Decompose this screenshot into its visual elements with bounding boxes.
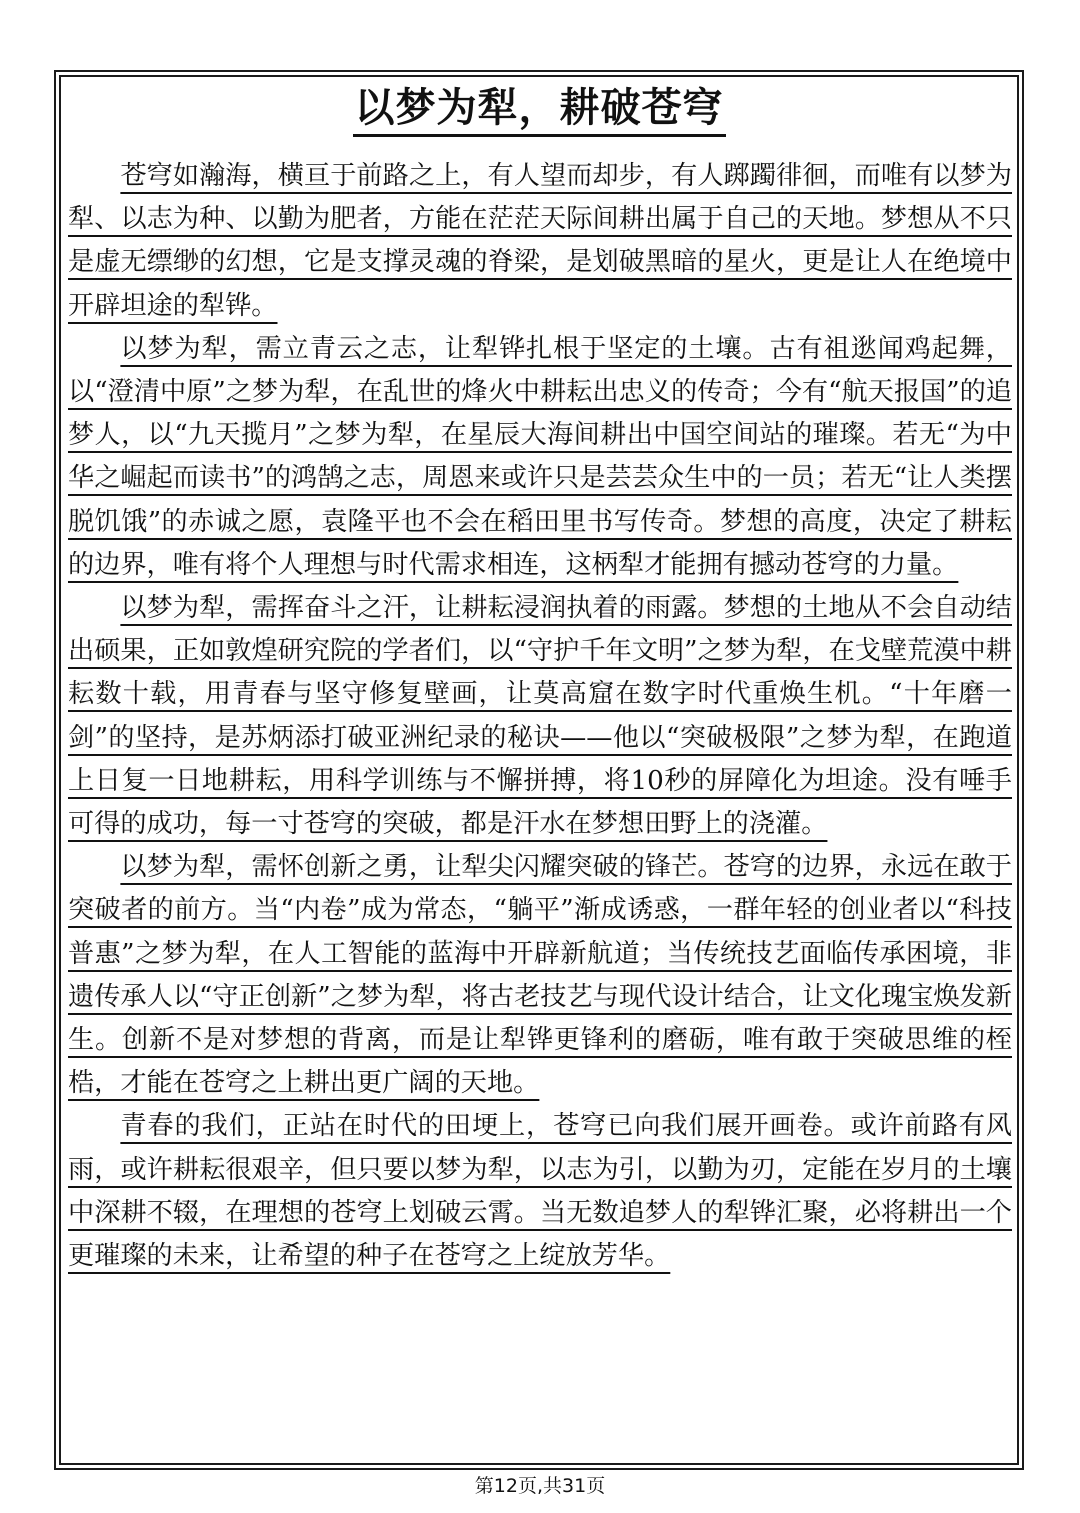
paragraph-2-text: 以梦为犁，需立青云之志，让犁铧扎根于坚定的土壤。古有祖逖闻鸡起舞，以“澄清中原”之梦为犁，在乱世的烽火中耕耘出忠义的传奇；今有“航天报国”的追梦人，以“九天揽月”之梦为犁，在星辰大海间耕出中国空间站的璀璨。若无“为中华之崛起而读书”的鸿鹄之志，周恩来或许只是芸芸众生中的一员；若无“让人类摆脱饥饿”的赤诚之愿，袁隆平也不会在稻田里书写传奇。梦想的高度，决定了耕耘的边界，唯有将个人理想与时代需求相连，这柄犁才能拥有撼动苍穹的力量。 <box>68 333 1012 580</box>
paragraph-2 <box>68 328 1012 587</box>
paragraph-5-text: 青春的我们，正站在时代的田埂上，苍穹已向我们展开画卷。或许前路有风雨，或许耕耘很艰辛，但只要以梦为犁，以志为引，以勤为刃，定能在岁月的土壤中深耕不辍，在理想的苍穹上划破云霄。当无数追梦人的犁铧汇聚，必将耕出一个更璀璨的未来，让希望的种子在苍穹之上绽放芳华。 <box>68 1111 1012 1272</box>
paragraph-1-text: 苍穹如瀚海，横亘于前路之上，有人望而却步，有人踯躅徘徊，而唯有以梦为犁、以志为种、以勤为肥者，方能在茫茫天际间耕出属于自己的天地。梦想从不只是虚无缥缈的幻想，它是支撑灵魂的脊梁，是划破黑暗的星火，更是让人在绝境中开辟坦途的犁铧。 <box>68 161 1012 321</box>
paragraph-3 <box>68 587 1012 846</box>
paragraph-3-text: 以梦为犁，需挥奋斗之汗，让耕耘浸润执着的雨露。梦想的土地从不会自动结出硕果，正如敦煌研究院的学者们，以“守护千年文明”之梦为犁，在戈壁荒漠中耕耘数十载，用青春与坚守修复壁画，让莫高窟在数字时代重焕生机。“十年磨一剑”的坚持，是苏炳添打破亚洲纪录的秘诀——他以“突破极限”之梦为犁，在跑道上日复一日地耕耘，用科学训练与不懈拼搏，将10秒的屏障化为坦途。没有唾手可得的成功，每一寸苍穹的突破，都是汗水在梦想田野上的浇灌。 <box>68 593 1012 840</box>
title-container <box>59 82 1019 137</box>
paragraph-4-text: 以梦为犁，需怀创新之勇，让犁尖闪耀突破的锋芒。苍穹的边界，永远在敢于突破者的前方。当“内卷”成为常态，“躺平”渐成诱惑，一群年轻的创业者以“科技普惠”之梦为犁，在人工智能的蓝海中开辟新航道；当传统技艺面临传承困境，非遗传承人以“守正创新”之梦为犁，将古老技艺与现代设计结合，让文化瑰宝焕发新生。创新不是对梦想的背离，而是让犁铧更锋利的磨砺，唯有敢于突破思维的桎梏，才能在苍穹之上耕出更广阔的天地。 <box>68 852 1012 1099</box>
essay-title: 以梦为犁，耕破苍穹 <box>353 82 726 137</box>
paragraph-5 <box>68 1105 1012 1278</box>
page-number: 第12页,共31页 <box>474 1475 606 1497</box>
paragraph-4 <box>68 846 1012 1105</box>
essay-body <box>68 155 1012 1278</box>
paragraph-1 <box>68 155 1012 328</box>
